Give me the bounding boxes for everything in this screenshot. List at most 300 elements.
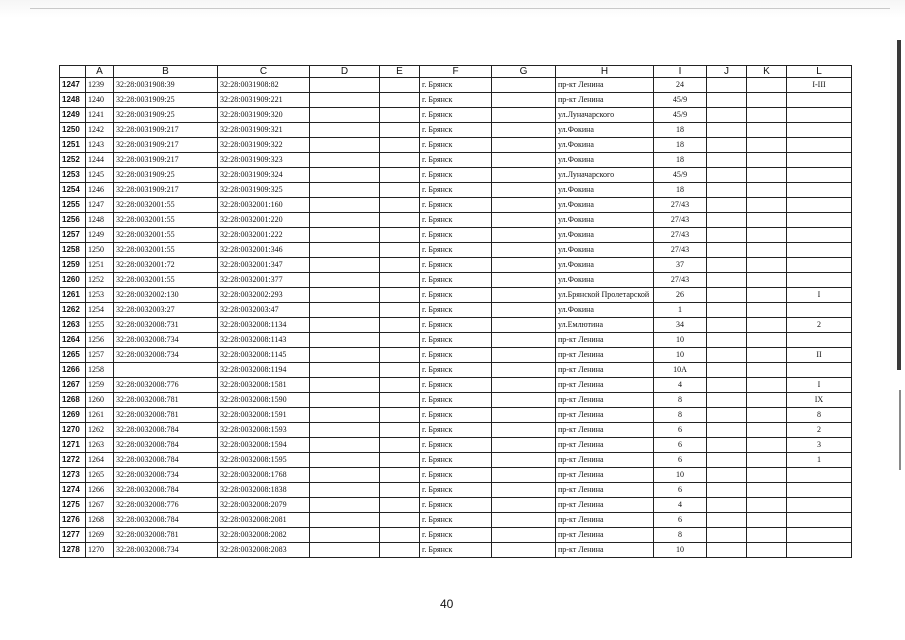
- cell-k: [747, 93, 787, 108]
- table-row: [60, 318, 852, 333]
- row-number: 1247: [60, 78, 86, 93]
- cell-a: 1263: [86, 438, 114, 453]
- row-number: 1266: [60, 363, 86, 378]
- cell-g: [492, 198, 556, 213]
- cell-k: [747, 468, 787, 483]
- row-number: 1252: [60, 153, 86, 168]
- table-row: [60, 408, 852, 423]
- cell-e: [380, 438, 420, 453]
- cell-h: ул.Фокина: [556, 213, 654, 228]
- cell-i: 4: [654, 498, 707, 513]
- row-number: 1262: [60, 303, 86, 318]
- cell-c: 32:28:0032001:377: [218, 273, 310, 288]
- cell-i: 4: [654, 378, 707, 393]
- cell-c: 32:28:0032008:2079: [218, 498, 310, 513]
- column-header: C: [218, 66, 310, 78]
- cell-f: г. Брянск: [420, 318, 492, 333]
- cell-k: [747, 378, 787, 393]
- cell-b: 32:28:0032008:784: [114, 453, 218, 468]
- cell-l: [787, 513, 852, 528]
- cell-a: 1261: [86, 408, 114, 423]
- cell-j: [707, 93, 747, 108]
- cell-a: 1243: [86, 138, 114, 153]
- cell-l: [787, 93, 852, 108]
- cell-l: 1: [787, 453, 852, 468]
- cell-j: [707, 288, 747, 303]
- row-number: 1272: [60, 453, 86, 468]
- cell-k: [747, 123, 787, 138]
- cell-d: [310, 528, 380, 543]
- table-row: [60, 348, 852, 363]
- cell-c: 32:28:0032008:2083: [218, 543, 310, 558]
- cell-l: [787, 543, 852, 558]
- cell-h: пр-кт Ленина: [556, 333, 654, 348]
- cell-g: [492, 258, 556, 273]
- cell-a: 1262: [86, 423, 114, 438]
- cell-h: пр-кт Ленина: [556, 483, 654, 498]
- cell-l: [787, 363, 852, 378]
- cell-f: г. Брянск: [420, 363, 492, 378]
- cell-a: 1258: [86, 363, 114, 378]
- cell-a: 1240: [86, 93, 114, 108]
- cell-a: 1244: [86, 153, 114, 168]
- row-number: 1264: [60, 333, 86, 348]
- cell-i: 45/9: [654, 168, 707, 183]
- row-number: 1274: [60, 483, 86, 498]
- row-number: 1254: [60, 183, 86, 198]
- row-number: 1267: [60, 378, 86, 393]
- table-row: [60, 243, 852, 258]
- cell-b: 32:28:0032008:781: [114, 408, 218, 423]
- cell-g: [492, 408, 556, 423]
- cell-i: 27/43: [654, 243, 707, 258]
- cell-d: [310, 498, 380, 513]
- cell-a: 1254: [86, 303, 114, 318]
- cell-f: г. Брянск: [420, 288, 492, 303]
- cell-g: [492, 513, 556, 528]
- spreadsheet-table: [59, 65, 852, 558]
- cell-g: [492, 453, 556, 468]
- cell-c: 32:28:0032001:222: [218, 228, 310, 243]
- table-row: [60, 168, 852, 183]
- cell-e: [380, 108, 420, 123]
- column-header: J: [707, 66, 747, 78]
- cell-h: пр-кт Ленина: [556, 543, 654, 558]
- cell-l: I-III: [787, 78, 852, 93]
- cell-k: [747, 363, 787, 378]
- cell-b: 32:28:0032001:55: [114, 243, 218, 258]
- cell-c: 32:28:0031909:320: [218, 108, 310, 123]
- cell-a: 1252: [86, 273, 114, 288]
- cell-i: 8: [654, 393, 707, 408]
- row-number: 1251: [60, 138, 86, 153]
- cell-a: 1259: [86, 378, 114, 393]
- cell-j: [707, 528, 747, 543]
- cell-e: [380, 243, 420, 258]
- cell-b: 32:28:0032001:55: [114, 198, 218, 213]
- cell-l: [787, 333, 852, 348]
- cell-l: [787, 303, 852, 318]
- cell-h: пр-кт Ленина: [556, 498, 654, 513]
- cell-k: [747, 513, 787, 528]
- cell-c: 32:28:0032001:160: [218, 198, 310, 213]
- row-number: 1263: [60, 318, 86, 333]
- row-number: 1276: [60, 513, 86, 528]
- cell-a: 1257: [86, 348, 114, 363]
- cell-k: [747, 138, 787, 153]
- cell-h: пр-кт Ленина: [556, 528, 654, 543]
- cell-a: 1266: [86, 483, 114, 498]
- cell-k: [747, 78, 787, 93]
- table-row: [60, 453, 852, 468]
- cell-i: 8: [654, 408, 707, 423]
- cell-f: г. Брянск: [420, 198, 492, 213]
- cell-f: г. Брянск: [420, 543, 492, 558]
- cell-j: [707, 453, 747, 468]
- cell-c: 32:28:0032008:1145: [218, 348, 310, 363]
- cell-h: ул.Фокина: [556, 303, 654, 318]
- cell-j: [707, 243, 747, 258]
- cell-j: [707, 138, 747, 153]
- cell-a: 1268: [86, 513, 114, 528]
- cell-j: [707, 468, 747, 483]
- cell-c: 32:28:0032008:1595: [218, 453, 310, 468]
- cell-c: 32:28:0032008:1593: [218, 423, 310, 438]
- cell-c: 32:28:0031909:221: [218, 93, 310, 108]
- cell-d: [310, 78, 380, 93]
- cell-c: 32:28:0032001:346: [218, 243, 310, 258]
- cell-b: 32:28:0032003:27: [114, 303, 218, 318]
- cell-k: [747, 393, 787, 408]
- cell-j: [707, 408, 747, 423]
- cell-f: г. Брянск: [420, 258, 492, 273]
- cell-k: [747, 528, 787, 543]
- row-number: 1268: [60, 393, 86, 408]
- scan-shadow: [0, 0, 905, 18]
- cell-k: [747, 288, 787, 303]
- cell-b: 32:28:0032008:731: [114, 318, 218, 333]
- cell-j: [707, 108, 747, 123]
- cell-i: 34: [654, 318, 707, 333]
- cell-e: [380, 318, 420, 333]
- cell-b: 32:28:0031909:25: [114, 108, 218, 123]
- column-header: F: [420, 66, 492, 78]
- cell-b: 32:28:0032001:55: [114, 228, 218, 243]
- cell-e: [380, 198, 420, 213]
- column-header: E: [380, 66, 420, 78]
- cell-k: [747, 198, 787, 213]
- cell-j: [707, 543, 747, 558]
- cell-h: пр-кт Ленина: [556, 423, 654, 438]
- table-row: [60, 198, 852, 213]
- cell-k: [747, 348, 787, 363]
- table-row: [60, 423, 852, 438]
- cell-i: 6: [654, 513, 707, 528]
- column-header-row: [60, 66, 852, 78]
- cell-l: [787, 498, 852, 513]
- cell-f: г. Брянск: [420, 123, 492, 138]
- cell-l: II: [787, 348, 852, 363]
- cell-f: г. Брянск: [420, 453, 492, 468]
- cell-j: [707, 273, 747, 288]
- cell-c: 32:28:0032008:1838: [218, 483, 310, 498]
- cell-g: [492, 78, 556, 93]
- table-row: [60, 393, 852, 408]
- cell-i: 18: [654, 123, 707, 138]
- cell-h: ул.Фокина: [556, 153, 654, 168]
- cell-h: ул.Фокина: [556, 258, 654, 273]
- cell-c: 32:28:0032003:47: [218, 303, 310, 318]
- cell-e: [380, 168, 420, 183]
- cell-j: [707, 423, 747, 438]
- cell-c: 32:28:0032001:220: [218, 213, 310, 228]
- cell-h: ул.Фокина: [556, 273, 654, 288]
- cell-d: [310, 168, 380, 183]
- table-row: [60, 438, 852, 453]
- cell-f: г. Брянск: [420, 273, 492, 288]
- cell-a: 1239: [86, 78, 114, 93]
- cell-e: [380, 138, 420, 153]
- table-row: [60, 543, 852, 558]
- cell-a: 1245: [86, 168, 114, 183]
- cell-h: пр-кт Ленина: [556, 348, 654, 363]
- cell-l: IX: [787, 393, 852, 408]
- cell-l: [787, 138, 852, 153]
- cell-j: [707, 348, 747, 363]
- cell-j: [707, 78, 747, 93]
- cell-f: г. Брянск: [420, 498, 492, 513]
- cell-c: 32:28:0032001:347: [218, 258, 310, 273]
- cell-l: [787, 528, 852, 543]
- cell-e: [380, 378, 420, 393]
- cell-e: [380, 303, 420, 318]
- cell-h: пр-кт Ленина: [556, 408, 654, 423]
- cell-k: [747, 303, 787, 318]
- cell-g: [492, 303, 556, 318]
- cell-g: [492, 378, 556, 393]
- column-header: G: [492, 66, 556, 78]
- cell-a: 1265: [86, 468, 114, 483]
- cell-b: 32:28:0032008:784: [114, 483, 218, 498]
- cell-e: [380, 483, 420, 498]
- table-row: [60, 108, 852, 123]
- cell-k: [747, 498, 787, 513]
- cell-h: пр-кт Ленина: [556, 93, 654, 108]
- cell-d: [310, 423, 380, 438]
- cell-b: 32:28:0032001:72: [114, 258, 218, 273]
- cell-g: [492, 528, 556, 543]
- cell-j: [707, 198, 747, 213]
- cell-l: [787, 483, 852, 498]
- cell-g: [492, 543, 556, 558]
- cell-j: [707, 228, 747, 243]
- cell-h: пр-кт Ленина: [556, 513, 654, 528]
- column-header: H: [556, 66, 654, 78]
- cell-k: [747, 333, 787, 348]
- cell-h: пр-кт Ленина: [556, 453, 654, 468]
- row-number: 1273: [60, 468, 86, 483]
- cell-l: I: [787, 288, 852, 303]
- cell-i: 8: [654, 528, 707, 543]
- cell-k: [747, 318, 787, 333]
- cell-d: [310, 108, 380, 123]
- cell-g: [492, 243, 556, 258]
- table-row: [60, 273, 852, 288]
- cell-d: [310, 483, 380, 498]
- cell-f: г. Брянск: [420, 213, 492, 228]
- cell-j: [707, 498, 747, 513]
- cell-b: [114, 363, 218, 378]
- cell-a: 1270: [86, 543, 114, 558]
- cell-g: [492, 123, 556, 138]
- cell-i: 18: [654, 138, 707, 153]
- cell-f: г. Брянск: [420, 228, 492, 243]
- cell-f: г. Брянск: [420, 348, 492, 363]
- cell-h: ул.Фокина: [556, 138, 654, 153]
- cell-k: [747, 423, 787, 438]
- table-row: [60, 228, 852, 243]
- table-row: [60, 258, 852, 273]
- cell-f: г. Брянск: [420, 78, 492, 93]
- cell-j: [707, 303, 747, 318]
- cell-b: 32:28:0032008:734: [114, 543, 218, 558]
- column-header: D: [310, 66, 380, 78]
- cell-c: 32:28:0031909:325: [218, 183, 310, 198]
- cell-k: [747, 273, 787, 288]
- cell-c: 32:28:0032002:293: [218, 288, 310, 303]
- cell-d: [310, 123, 380, 138]
- cell-h: пр-кт Ленина: [556, 78, 654, 93]
- table-row: [60, 123, 852, 138]
- cell-c: 32:28:0032008:1581: [218, 378, 310, 393]
- cell-f: г. Брянск: [420, 243, 492, 258]
- cell-g: [492, 348, 556, 363]
- cell-h: ул.Фокина: [556, 228, 654, 243]
- cell-a: 1248: [86, 213, 114, 228]
- cell-g: [492, 228, 556, 243]
- cell-f: г. Брянск: [420, 333, 492, 348]
- cell-b: 32:28:0031909:217: [114, 138, 218, 153]
- cell-b: 32:28:0032008:781: [114, 393, 218, 408]
- cell-g: [492, 318, 556, 333]
- cell-k: [747, 483, 787, 498]
- cell-b: 32:28:0032001:55: [114, 273, 218, 288]
- cell-g: [492, 333, 556, 348]
- cell-f: г. Брянск: [420, 108, 492, 123]
- cell-l: [787, 153, 852, 168]
- cell-e: [380, 453, 420, 468]
- cell-d: [310, 513, 380, 528]
- cell-l: I: [787, 378, 852, 393]
- table-row: [60, 78, 852, 93]
- cell-d: [310, 198, 380, 213]
- cell-f: г. Брянск: [420, 138, 492, 153]
- cell-l: [787, 213, 852, 228]
- cell-f: г. Брянск: [420, 468, 492, 483]
- table-row: [60, 303, 852, 318]
- cell-e: [380, 183, 420, 198]
- cell-l: [787, 168, 852, 183]
- row-number: 1253: [60, 168, 86, 183]
- row-number: 1265: [60, 348, 86, 363]
- cell-b: 32:28:0032008:734: [114, 333, 218, 348]
- cell-d: [310, 363, 380, 378]
- cell-e: [380, 513, 420, 528]
- cell-j: [707, 168, 747, 183]
- cell-a: 1264: [86, 453, 114, 468]
- cell-h: пр-кт Ленина: [556, 468, 654, 483]
- cell-e: [380, 228, 420, 243]
- cell-a: 1251: [86, 258, 114, 273]
- cell-f: г. Брянск: [420, 168, 492, 183]
- cell-h: ул.Фокина: [556, 123, 654, 138]
- column-header: A: [86, 66, 114, 78]
- cell-a: 1249: [86, 228, 114, 243]
- cell-c: 32:28:0032008:1768: [218, 468, 310, 483]
- table-row: [60, 138, 852, 153]
- cell-a: 1247: [86, 198, 114, 213]
- row-number: 1248: [60, 93, 86, 108]
- cell-d: [310, 468, 380, 483]
- cell-b: 32:28:0032008:784: [114, 423, 218, 438]
- cell-h: ул.Фокина: [556, 243, 654, 258]
- cell-d: [310, 453, 380, 468]
- cell-j: [707, 378, 747, 393]
- cell-c: 32:28:0032008:1134: [218, 318, 310, 333]
- cell-e: [380, 423, 420, 438]
- cell-b: 32:28:0032008:784: [114, 513, 218, 528]
- cell-e: [380, 393, 420, 408]
- table-row: [60, 498, 852, 513]
- cell-d: [310, 303, 380, 318]
- cell-l: [787, 468, 852, 483]
- cell-f: г. Брянск: [420, 528, 492, 543]
- column-header: L: [787, 66, 852, 78]
- table-row: [60, 363, 852, 378]
- row-number: 1269: [60, 408, 86, 423]
- cell-g: [492, 423, 556, 438]
- row-number: 1261: [60, 288, 86, 303]
- corner-cell: [60, 66, 86, 78]
- cell-i: 37: [654, 258, 707, 273]
- cell-g: [492, 168, 556, 183]
- cell-b: 32:28:0031909:217: [114, 153, 218, 168]
- cell-b: 32:28:0032008:776: [114, 378, 218, 393]
- cell-j: [707, 363, 747, 378]
- cell-e: [380, 528, 420, 543]
- cell-c: 32:28:0032008:1590: [218, 393, 310, 408]
- cell-g: [492, 93, 556, 108]
- cell-a: 1250: [86, 243, 114, 258]
- page-edge-shadow: [897, 40, 901, 370]
- cell-a: 1242: [86, 123, 114, 138]
- cell-b: 32:28:0031909:25: [114, 93, 218, 108]
- cell-i: 6: [654, 423, 707, 438]
- cell-j: [707, 183, 747, 198]
- cell-c: 32:28:0032008:1594: [218, 438, 310, 453]
- cell-g: [492, 288, 556, 303]
- cell-i: 27/43: [654, 228, 707, 243]
- cell-c: 32:28:0031909:322: [218, 138, 310, 153]
- cell-e: [380, 273, 420, 288]
- row-number: 1275: [60, 498, 86, 513]
- cell-i: 27/43: [654, 198, 707, 213]
- column-header: B: [114, 66, 218, 78]
- cell-b: 32:28:0032008:776: [114, 498, 218, 513]
- cell-j: [707, 513, 747, 528]
- row-number: 1278: [60, 543, 86, 558]
- cell-i: 6: [654, 453, 707, 468]
